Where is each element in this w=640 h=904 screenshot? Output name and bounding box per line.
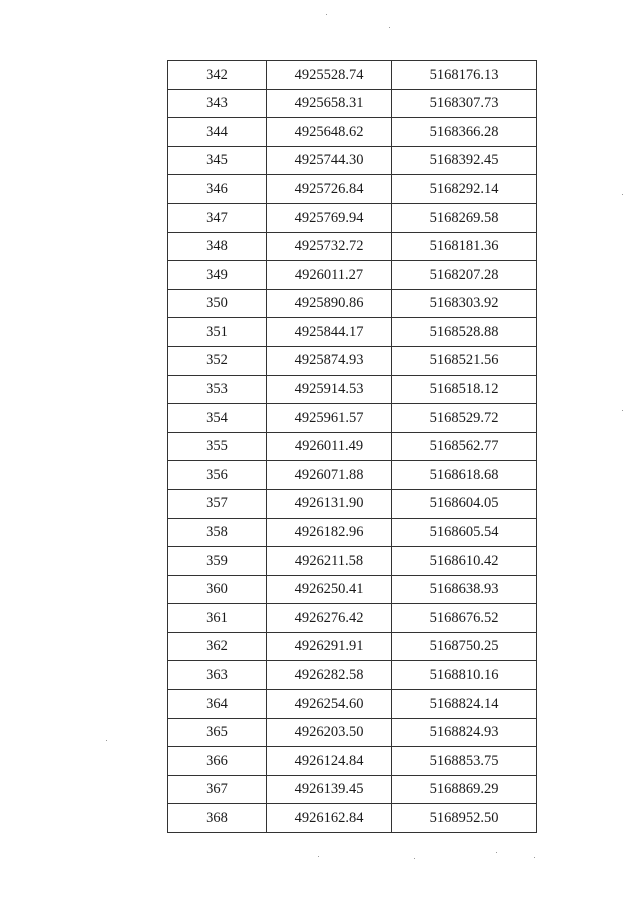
point-number-cell: 368 (168, 804, 267, 833)
table-row (168, 661, 537, 690)
point-number-cell: 350 (168, 289, 267, 318)
scan-speck (622, 410, 623, 411)
x-coordinate-cell: 4925648.62 (267, 118, 392, 147)
x-coordinate-cell: 4926250.41 (267, 575, 392, 604)
table-row (168, 61, 537, 90)
scan-speck (496, 852, 497, 853)
table-row (168, 118, 537, 147)
table-row (168, 575, 537, 604)
x-coordinate-cell: 4926139.45 (267, 775, 392, 804)
y-coordinate-cell: 5168529.72 (392, 404, 537, 433)
table-row (168, 232, 537, 261)
x-coordinate-cell: 4925769.94 (267, 203, 392, 232)
point-number-cell: 345 (168, 146, 267, 175)
x-coordinate-cell: 4926011.27 (267, 261, 392, 290)
y-coordinate-cell: 5168292.14 (392, 175, 537, 204)
point-number-cell: 347 (168, 203, 267, 232)
point-number-cell: 366 (168, 747, 267, 776)
x-coordinate-cell: 4925874.93 (267, 346, 392, 375)
x-coordinate-cell: 4926254.60 (267, 690, 392, 719)
coordinates-table (167, 60, 537, 833)
x-coordinate-cell: 4925726.84 (267, 175, 392, 204)
scan-speck (318, 856, 319, 857)
point-number-cell: 355 (168, 432, 267, 461)
y-coordinate-cell: 5168750.25 (392, 632, 537, 661)
y-coordinate-cell: 5168528.88 (392, 318, 537, 347)
x-coordinate-cell: 4926162.84 (267, 804, 392, 833)
x-coordinate-cell: 4926211.58 (267, 547, 392, 576)
y-coordinate-cell: 5168392.45 (392, 146, 537, 175)
table-row (168, 518, 537, 547)
y-coordinate-cell: 5168676.52 (392, 604, 537, 633)
coordinates-table-body (168, 61, 537, 833)
y-coordinate-cell: 5168952.50 (392, 804, 537, 833)
table-row (168, 375, 537, 404)
x-coordinate-cell: 4925961.57 (267, 404, 392, 433)
point-number-cell: 348 (168, 232, 267, 261)
y-coordinate-cell: 5168518.12 (392, 375, 537, 404)
y-coordinate-cell: 5168181.36 (392, 232, 537, 261)
y-coordinate-cell: 5168521.56 (392, 346, 537, 375)
y-coordinate-cell: 5168824.14 (392, 690, 537, 719)
table-row (168, 489, 537, 518)
scan-speck (106, 740, 107, 741)
x-coordinate-cell: 4925890.86 (267, 289, 392, 318)
x-coordinate-cell: 4925528.74 (267, 61, 392, 90)
table-row (168, 804, 537, 833)
y-coordinate-cell: 5168207.28 (392, 261, 537, 290)
y-coordinate-cell: 5168366.28 (392, 118, 537, 147)
x-coordinate-cell: 4926131.90 (267, 489, 392, 518)
point-number-cell: 357 (168, 489, 267, 518)
table-row (168, 775, 537, 804)
scan-speck (414, 858, 415, 859)
point-number-cell: 358 (168, 518, 267, 547)
y-coordinate-cell: 5168605.54 (392, 518, 537, 547)
x-coordinate-cell: 4925744.30 (267, 146, 392, 175)
point-number-cell: 367 (168, 775, 267, 804)
table-row (168, 175, 537, 204)
table-row (168, 318, 537, 347)
scan-speck (326, 14, 327, 15)
point-number-cell: 354 (168, 404, 267, 433)
x-coordinate-cell: 4926291.91 (267, 632, 392, 661)
table-row (168, 461, 537, 490)
x-coordinate-cell: 4926182.96 (267, 518, 392, 547)
table-row (168, 289, 537, 318)
y-coordinate-cell: 5168269.58 (392, 203, 537, 232)
point-number-cell: 353 (168, 375, 267, 404)
point-number-cell: 343 (168, 89, 267, 118)
point-number-cell: 342 (168, 61, 267, 90)
x-coordinate-cell: 4926282.58 (267, 661, 392, 690)
table-row (168, 346, 537, 375)
x-coordinate-cell: 4926203.50 (267, 718, 392, 747)
point-number-cell: 362 (168, 632, 267, 661)
point-number-cell: 360 (168, 575, 267, 604)
y-coordinate-cell: 5168610.42 (392, 547, 537, 576)
y-coordinate-cell: 5168562.77 (392, 432, 537, 461)
point-number-cell: 351 (168, 318, 267, 347)
point-number-cell: 364 (168, 690, 267, 719)
y-coordinate-cell: 5168176.13 (392, 61, 537, 90)
y-coordinate-cell: 5168810.16 (392, 661, 537, 690)
scan-speck (534, 857, 535, 858)
y-coordinate-cell: 5168853.75 (392, 747, 537, 776)
x-coordinate-cell: 4926276.42 (267, 604, 392, 633)
point-number-cell: 349 (168, 261, 267, 290)
scan-speck (389, 27, 390, 28)
point-number-cell: 363 (168, 661, 267, 690)
point-number-cell: 361 (168, 604, 267, 633)
y-coordinate-cell: 5168869.29 (392, 775, 537, 804)
x-coordinate-cell: 4925914.53 (267, 375, 392, 404)
y-coordinate-cell: 5168303.92 (392, 289, 537, 318)
y-coordinate-cell: 5168824.93 (392, 718, 537, 747)
y-coordinate-cell: 5168604.05 (392, 489, 537, 518)
x-coordinate-cell: 4926071.88 (267, 461, 392, 490)
point-number-cell: 359 (168, 547, 267, 576)
point-number-cell: 344 (168, 118, 267, 147)
table-row (168, 718, 537, 747)
x-coordinate-cell: 4926124.84 (267, 747, 392, 776)
x-coordinate-cell: 4925844.17 (267, 318, 392, 347)
table-row (168, 432, 537, 461)
x-coordinate-cell: 4925658.31 (267, 89, 392, 118)
table-row (168, 146, 537, 175)
x-coordinate-cell: 4925732.72 (267, 232, 392, 261)
y-coordinate-cell: 5168307.73 (392, 89, 537, 118)
point-number-cell: 356 (168, 461, 267, 490)
point-number-cell: 365 (168, 718, 267, 747)
table-row (168, 690, 537, 719)
table-row (168, 404, 537, 433)
point-number-cell: 346 (168, 175, 267, 204)
table-row (168, 203, 537, 232)
point-number-cell: 352 (168, 346, 267, 375)
table-row (168, 547, 537, 576)
table-row (168, 632, 537, 661)
y-coordinate-cell: 5168618.68 (392, 461, 537, 490)
table-row (168, 747, 537, 776)
y-coordinate-cell: 5168638.93 (392, 575, 537, 604)
table-row (168, 89, 537, 118)
table-row (168, 261, 537, 290)
scan-speck (622, 194, 623, 195)
x-coordinate-cell: 4926011.49 (267, 432, 392, 461)
table-row (168, 604, 537, 633)
